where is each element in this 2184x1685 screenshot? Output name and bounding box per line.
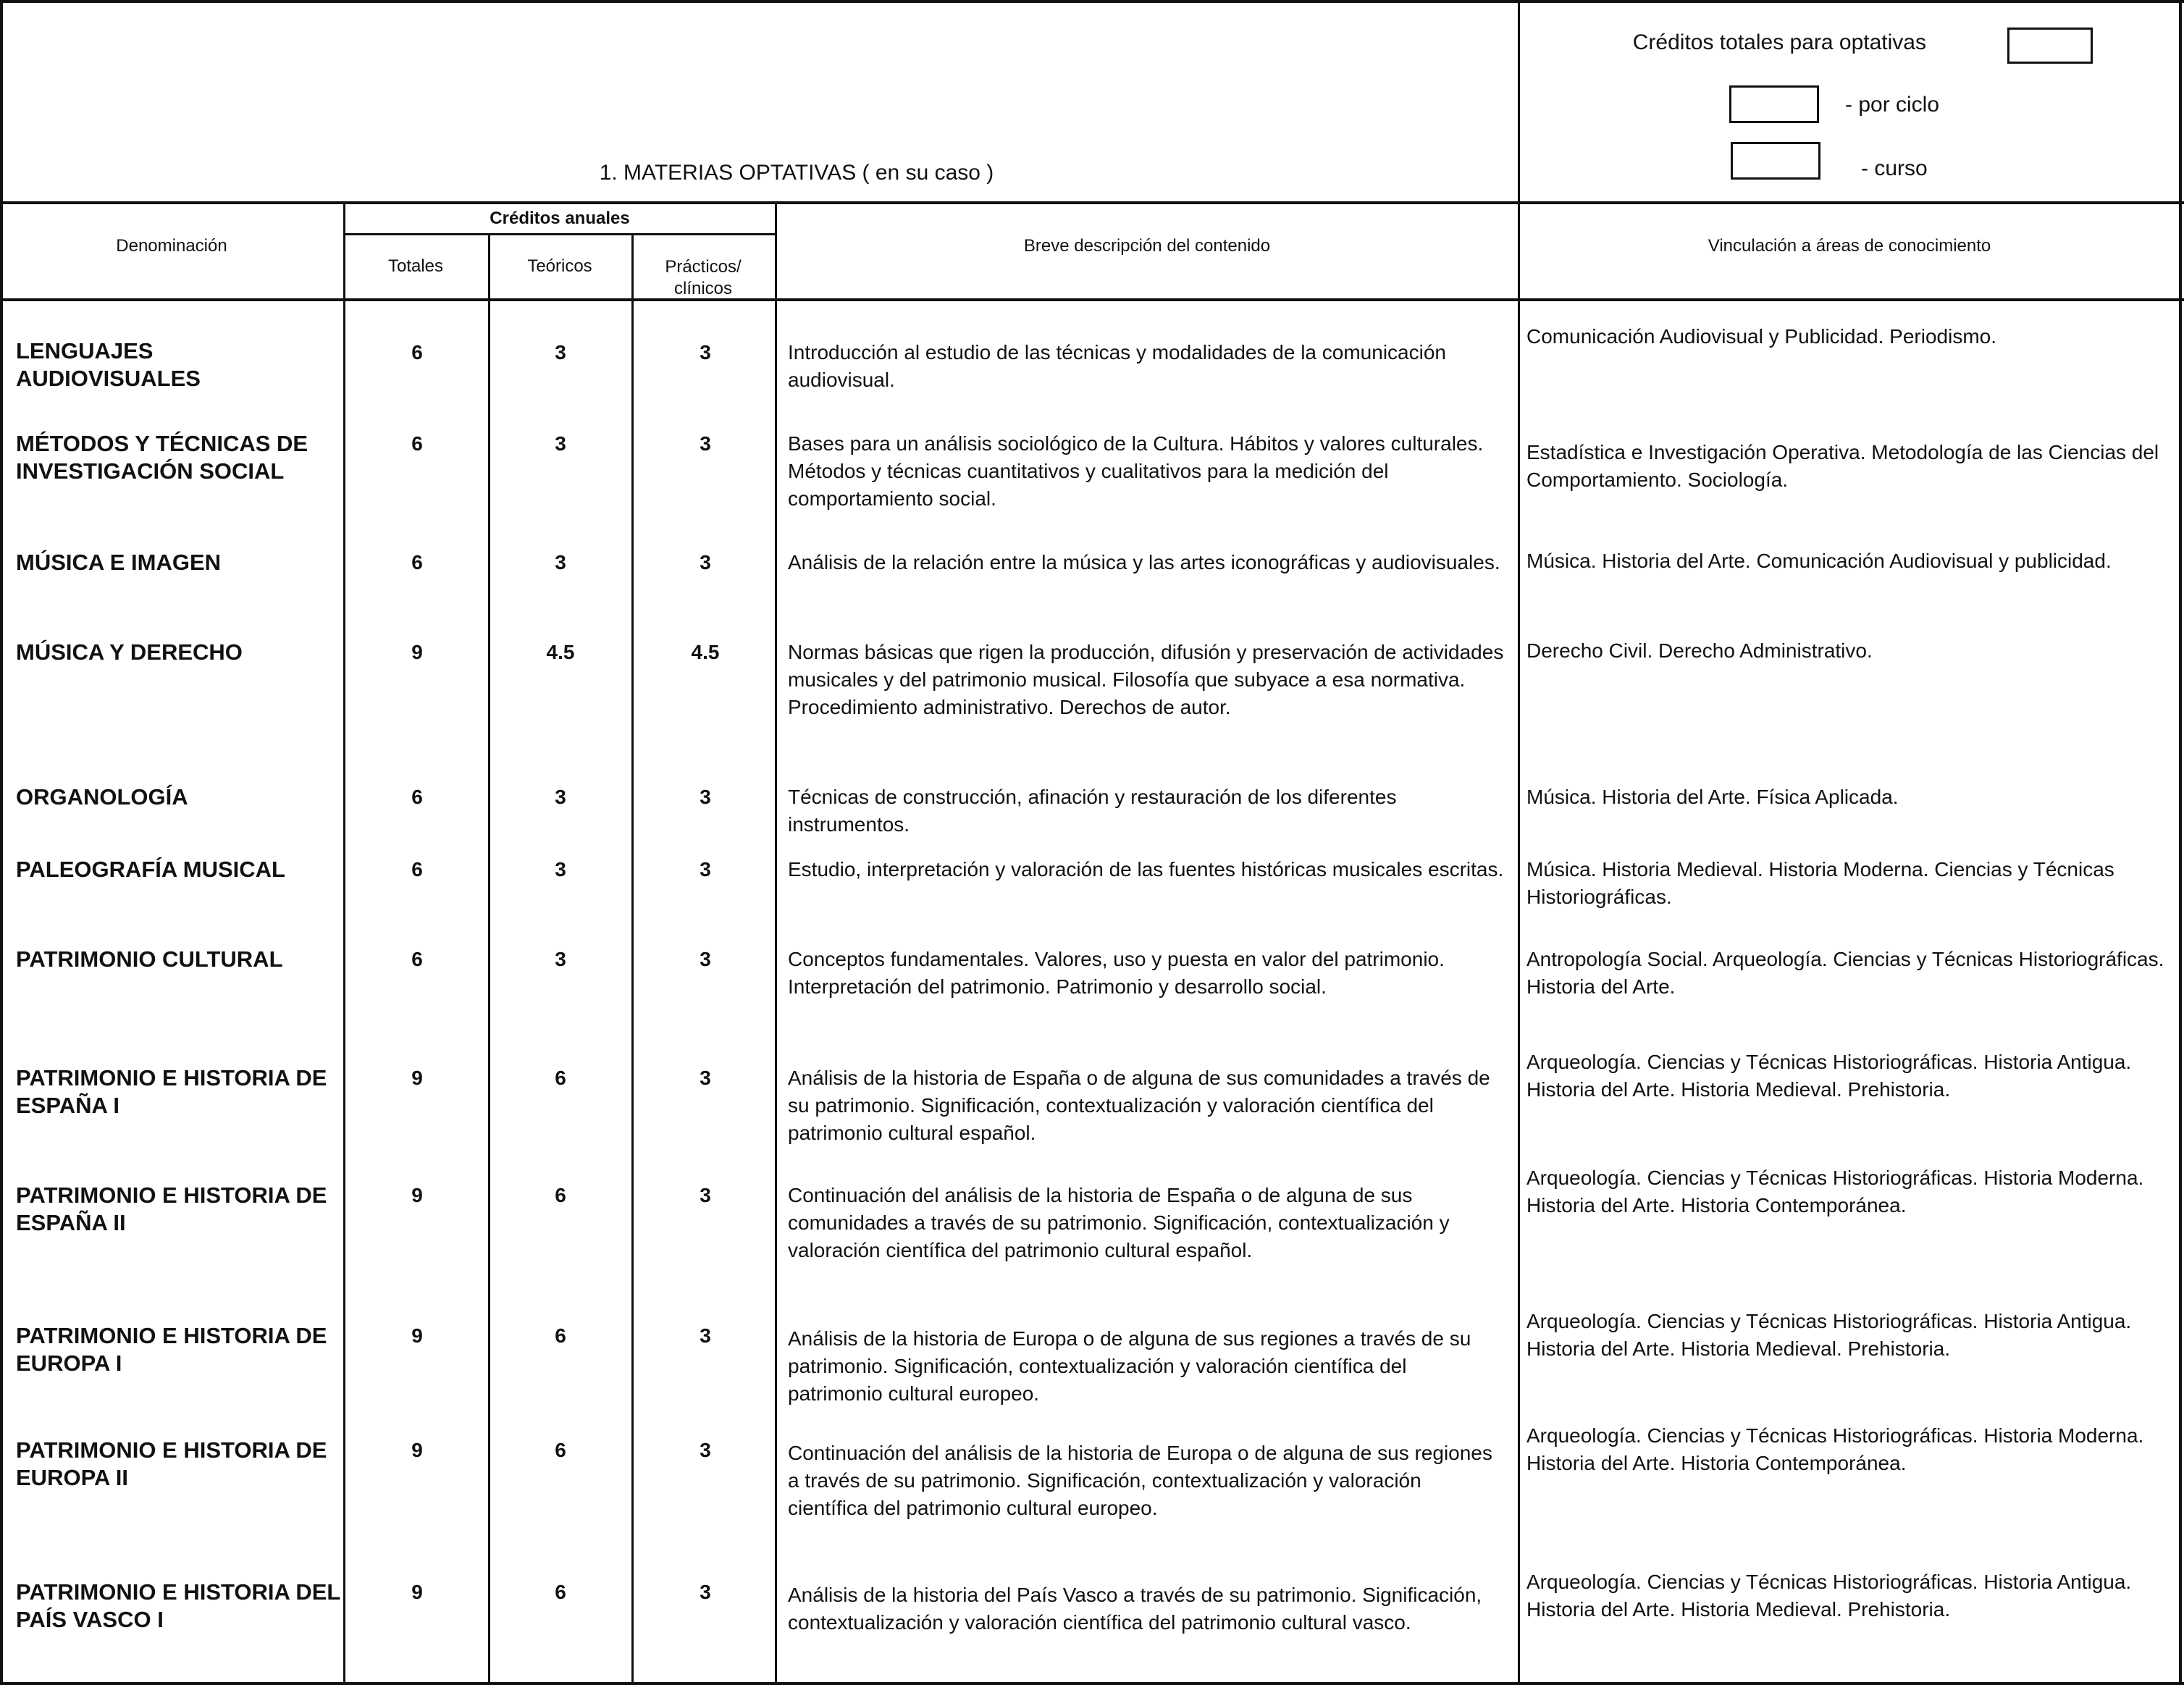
row-descripcion: Análisis de la historia de España o de alguna de sus comunidades a través de su patrimonio. Significación, contextualización y valoración científica del patrimonio cultural español.: [788, 1067, 1490, 1144]
row-areas: Comunicación Audiovisual y Publicidad. Periodismo.: [1526, 325, 1997, 348]
row-name: PATRIMONIO E HISTORIA DE EUROPA I: [16, 1323, 327, 1376]
col-header-teoricos: Teóricos: [527, 256, 592, 276]
row-name: PALEOGRAFÍA MUSICAL: [16, 857, 285, 882]
row-name: PATRIMONIO E HISTORIA DE ESPAÑA II: [16, 1182, 327, 1235]
row-totales: 9: [411, 641, 423, 663]
row-name: PATRIMONIO E HISTORIA DE ESPAÑA I: [16, 1065, 327, 1118]
creditos-totales-box[interactable]: [2007, 28, 2093, 64]
row-teoricos: 3: [555, 858, 566, 881]
row-descripcion: Continuación del análisis de la historia de España o de alguna de sus comunidades a través de su patrimonio. Significación, contextualización y valoración científica del patrimonio cultural español.: [788, 1184, 1450, 1261]
row-name: MÉTODOS Y TÉCNICAS DE INVESTIGACIÓN SOCIAL: [16, 431, 308, 484]
creditos-totales-label: Créditos totales para optativas: [1632, 30, 1926, 54]
row-areas: Estadística e Investigación Operativa. Metodología de las Ciencias del Comportamiento. Sociología.: [1526, 441, 2159, 491]
column-header-divider: [0, 298, 2184, 301]
frame-bottom: [0, 1682, 2184, 1685]
row-totales: 9: [411, 1067, 423, 1089]
row-descripcion: Análisis de la historia del País Vasco a través de su patrimonio. Significación, contextualización y valoración científica del patrimonio cultural vasco.: [788, 1584, 1482, 1634]
row-descripcion: Estudio, interpretación y valoración de las fuentes históricas musicales escritas.: [788, 858, 1504, 881]
row-areas: Música. Historia del Arte. Comunicación Audiovisual y publicidad.: [1526, 550, 2112, 572]
row-practicos: 3: [700, 551, 711, 573]
col-header-totales: Totales: [387, 256, 444, 276]
row-practicos: 3: [700, 1067, 711, 1089]
col-line-3: [631, 233, 634, 1685]
row-teoricos: 4.5: [546, 641, 575, 663]
row-descripcion: Normas básicas que rigen la producción, difusión y preservación de actividades musicales y del patrimonio musical. Filosofía que subyace a esa normativa. Procedimiento administrativo. Derechos de autor.: [788, 641, 1504, 718]
curso-box[interactable]: [1731, 142, 1820, 180]
row-teoricos: 6: [555, 1439, 566, 1461]
row-practicos: 4.5: [691, 641, 720, 663]
row-practicos: 3: [700, 1324, 711, 1347]
row-totales: 6: [411, 432, 423, 455]
row-totales: 9: [411, 1184, 423, 1206]
row-areas: Arqueología. Ciencias y Técnicas Historiográficas. Historia Moderna. Historia del Arte. Historia Contemporánea.: [1526, 1167, 2144, 1217]
row-areas: Arqueología. Ciencias y Técnicas Historiográficas. Historia Moderna. Historia del Arte. Historia Contemporánea.: [1526, 1424, 2144, 1474]
por-ciclo-label: - por ciclo: [1845, 93, 1940, 117]
row-practicos: 3: [700, 1439, 711, 1461]
col-line-4: [775, 203, 777, 1685]
row-areas: Música. Historia del Arte. Física Aplicada.: [1526, 786, 1899, 808]
header-divider: [0, 201, 2184, 204]
creditos-subheader-divider: [343, 233, 775, 235]
col-header-creditos-anuales: Créditos anuales: [490, 209, 630, 228]
col-header-descripcion: Breve descripción del contenido: [1023, 236, 1271, 256]
row-name: MÚSICA E IMAGEN: [16, 550, 222, 575]
row-teoricos: 6: [555, 1581, 566, 1603]
col-line-1: [343, 203, 345, 1685]
col-header-vinculacion: Vinculación a áreas de conocimiento: [1708, 236, 1991, 256]
row-practicos: 3: [700, 1184, 711, 1206]
row-areas: Derecho Civil. Derecho Administrativo.: [1526, 639, 1873, 662]
row-areas: Arqueología. Ciencias y Técnicas Historiográficas. Historia Antigua. Historia del Arte. Historia Medieval. Prehistoria.: [1526, 1051, 2132, 1101]
row-teoricos: 6: [555, 1184, 566, 1206]
row-totales: 6: [411, 858, 423, 881]
row-totales: 9: [411, 1439, 423, 1461]
row-practicos: 3: [700, 432, 711, 455]
row-totales: 6: [411, 948, 423, 970]
row-teoricos: 6: [555, 1324, 566, 1347]
row-practicos: 3: [700, 948, 711, 970]
col-line-2: [488, 233, 490, 1685]
row-practicos: 3: [700, 1581, 711, 1603]
row-totales: 9: [411, 1581, 423, 1603]
row-descripcion: Conceptos fundamentales. Valores, uso y puesta en valor del patrimonio. Interpretación del patrimonio. Patrimonio y desarrollo social.: [788, 948, 1445, 998]
row-name: MÚSICA Y DERECHO: [16, 639, 243, 665]
row-descripcion: Análisis de la relación entre la música y las artes iconográficas y audiovisuales.: [788, 551, 1500, 573]
row-name: PATRIMONIO CULTURAL: [16, 946, 283, 972]
row-descripcion: Bases para un análisis sociológico de la Cultura. Hábitos y valores culturales. Métodos y técnicas cuantitativos y cualitativos para la medición del comportamiento social.: [788, 432, 1484, 510]
row-teoricos: 3: [555, 948, 566, 970]
row-totales: 6: [411, 786, 423, 808]
row-teoricos: 3: [555, 551, 566, 573]
row-areas: Arqueología. Ciencias y Técnicas Historiográficas. Historia Antigua. Historia del Arte. Historia Medieval. Prehistoria.: [1526, 1571, 2132, 1621]
col-header-practicos: Prácticos/ clínicos: [665, 257, 742, 298]
row-descripcion: Análisis de la historia de Europa o de alguna de sus regiones a través de su patrimonio. Significación, contextualización y valoración científica del patrimonio cultural europeo.: [788, 1327, 1471, 1405]
row-name: ORGANOLOGÍA: [16, 784, 188, 810]
row-practicos: 3: [700, 341, 711, 364]
row-practicos: 3: [700, 858, 711, 881]
row-totales: 9: [411, 1324, 423, 1347]
row-descripcion: Introducción al estudio de las técnicas y modalidades de la comunicación audiovisual.: [788, 341, 1446, 391]
row-areas: Antropología Social. Arqueología. Ciencias y Técnicas Historiográficas. Historia del Arte.: [1526, 948, 2164, 998]
row-teoricos: 3: [555, 341, 566, 364]
row-totales: 6: [411, 551, 423, 573]
curso-label: - curso: [1861, 156, 1928, 180]
row-practicos: 3: [700, 786, 711, 808]
col-header-denominacion: Denominación: [116, 236, 227, 256]
section-title: 1. MATERIAS OPTATIVAS ( en su caso ): [599, 161, 994, 185]
row-teoricos: 3: [555, 432, 566, 455]
row-name: PATRIMONIO E HISTORIA DEL PAÍS VASCO I: [16, 1579, 340, 1632]
por-ciclo-box[interactable]: [1729, 85, 1819, 123]
row-descripcion: Continuación del análisis de la historia de Europa o de alguna de sus regiones a través de su patrimonio. Significación, contextualización y valoración científica del patrimonio cultural europeo.: [788, 1442, 1492, 1519]
row-descripcion: Técnicas de construcción, afinación y restauración de los diferentes instrumentos.: [788, 786, 1397, 836]
row-totales: 6: [411, 341, 423, 364]
row-name: LENGUAJES AUDIOVISUALES: [16, 338, 201, 391]
row-areas: Música. Historia Medieval. Historia Moderna. Ciencias y Técnicas Historiográficas.: [1526, 858, 2114, 908]
row-teoricos: 6: [555, 1067, 566, 1089]
row-areas: Arqueología. Ciencias y Técnicas Historiográficas. Historia Antigua. Historia del Arte. Historia Medieval. Prehistoria.: [1526, 1310, 2132, 1360]
row-teoricos: 3: [555, 786, 566, 808]
row-name: PATRIMONIO E HISTORIA DE EUROPA II: [16, 1437, 327, 1490]
frame-top: [0, 0, 2184, 3]
